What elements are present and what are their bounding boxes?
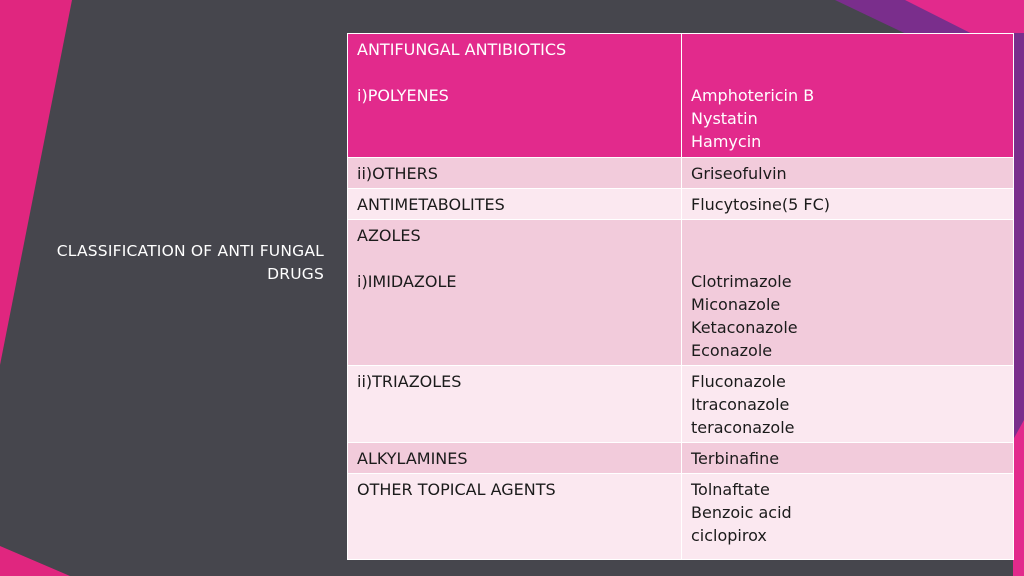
slide-side-title: CLASSIFICATION OF ANTI FUNGAL DRUGS	[56, 242, 324, 283]
category-title: ANTIFUNGAL ANTIBIOTICS	[357, 40, 567, 59]
category-cell	[348, 220, 682, 366]
table-row-triazoles	[348, 366, 1014, 443]
table-row-antifungal-antibiotics	[348, 34, 1014, 158]
category-cell: ii)OTHERS	[348, 158, 682, 189]
drug-name: Ketaconazole	[691, 318, 798, 337]
drug-name: Itraconazole	[691, 395, 790, 414]
table-row-others	[348, 158, 1014, 189]
drug-name: Miconazole	[691, 295, 781, 314]
table-row-azoles	[348, 220, 1014, 366]
drug-name: Nystatin	[691, 109, 758, 128]
drugs-cell	[682, 474, 1014, 560]
table-row-alkylamines	[348, 443, 1014, 474]
drugs-cell	[682, 34, 1014, 158]
drug-name: teraconazole	[691, 418, 795, 437]
bottom-right-pink-shape	[1013, 420, 1024, 576]
drug-name: Clotrimazole	[691, 272, 792, 291]
table-row-antimetabolites	[348, 189, 1014, 220]
drugs-cell: Flucytosine(5 FC)	[682, 189, 1014, 220]
category-cell: ALKYLAMINES	[348, 443, 682, 474]
category-title: AZOLES	[357, 226, 421, 245]
subcategory-label: i)IMIDAZOLE	[357, 272, 457, 291]
category-cell: ii)TRIAZOLES	[348, 366, 682, 443]
drug-name: Fluconazole	[691, 372, 786, 391]
category-cell: ANTIMETABOLITES	[348, 189, 682, 220]
drugs-cell: Terbinafine	[682, 443, 1014, 474]
drug-name: Benzoic acid	[691, 503, 792, 522]
drug-name: ciclopirox	[691, 526, 767, 545]
drug-name: Tolnaftate	[691, 480, 770, 499]
drug-name: Amphotericin B	[691, 86, 815, 105]
category-cell: OTHER TOPICAL AGENTS	[348, 474, 682, 560]
table-row-other-topical-agents	[348, 474, 1014, 560]
drug-name: Hamycin	[691, 132, 762, 151]
drugs-cell: Griseofulvin	[682, 158, 1014, 189]
category-cell	[348, 34, 682, 158]
drugs-cell	[682, 366, 1014, 443]
subcategory-label: i)POLYENES	[357, 86, 449, 105]
drugs-cell	[682, 220, 1014, 366]
drug-name: Econazole	[691, 341, 773, 360]
classification-table	[347, 33, 1014, 560]
